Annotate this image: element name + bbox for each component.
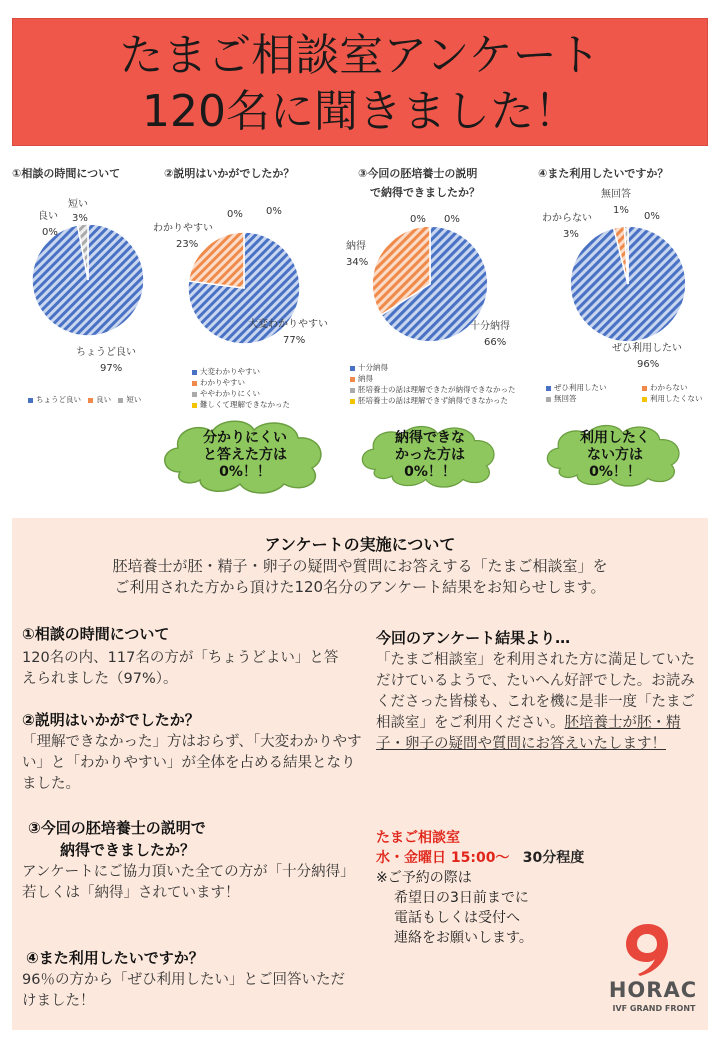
note-line: 希望日の3日前までに [394, 890, 529, 906]
chart2-legend [192, 366, 290, 410]
cloud-text-2: 納得できな かった方は 0%！！ [395, 430, 465, 480]
legend-item: 胚培養士の話は理解できず納得できなかった [350, 395, 516, 406]
legend-item: 良い [88, 395, 111, 404]
result-body: 「たまご相談室」を利用された方に満足していただけているようで、たいへん好評でした。お読みくださった皆様も、これを機に是非一度「たまご相談室」をご利用ください。胚培養士が胚・精子・卵子の疑問や質問にお答えいたします！ [376, 652, 695, 752]
legend-item: 納得 [350, 373, 516, 384]
legend-item: 胚培養士の話は理解できたが納得できなかった [350, 384, 516, 395]
chart4-label-yes: ぜひ利用したい [612, 343, 682, 354]
legend-item: 短い [118, 395, 141, 404]
chart1-value-good: 0% [42, 227, 58, 238]
schedule-name: たまご相談室 [376, 830, 460, 846]
schedule-duration: 30分程度 [522, 850, 585, 866]
chart2-label-very: 大変わかりやすい [248, 319, 328, 330]
chart2-value-difficult: 0% [266, 206, 282, 217]
legend-item: ぜひ利用したい わからない [546, 382, 716, 393]
result-underline: 胚培養士が胚・精子・卵子の疑問や質問にお答えいたします！ [376, 715, 681, 752]
section4-body: 96％の方から「ぜひ利用したい」とご回答いただけました！ [22, 972, 345, 1009]
chart2-label-easy: わかりやすい [153, 223, 213, 234]
info-panel [12, 518, 708, 1030]
chart1-label-good: 良い [38, 211, 58, 222]
cloud-text-3: 利用したく ない方は 0%！！ [580, 430, 650, 480]
page-title-line1: たまご相談室アンケート [119, 30, 601, 81]
cloud-text-1: 分かりにくい と答えた方は 0%！！ [203, 430, 287, 480]
chart2-title: ②説明はいかがでしたか？ [164, 167, 295, 180]
chart3-label-full: 十分納得 [470, 321, 510, 332]
chart3-value-ok: 34% [346, 257, 369, 268]
chart4-label-unknown: わからない [542, 213, 592, 224]
chart4-label-noans: 無回答 [601, 189, 631, 200]
legend-item: わかりやすい [192, 377, 290, 388]
horac-logo-icon [618, 918, 678, 978]
chart3-value-a: 0% [410, 214, 426, 225]
logo-sub: IVF GRAND FRONT [612, 1004, 696, 1013]
chart4-pie [566, 222, 690, 346]
schedule [376, 828, 584, 948]
chart1-value-short: 3% [72, 213, 88, 224]
chart3-title-line2: で納得できましたか？ [370, 186, 480, 199]
legend-item: 大変わかりやすい [192, 366, 290, 377]
chart4-value-no: 0% [644, 211, 660, 222]
note-line: 電話もしくは受付へ [394, 910, 520, 926]
note-line: ※ご予約の際は [376, 870, 472, 886]
chart4-value-yes: 96% [637, 359, 660, 370]
info-intro: 胚培養士が胚・精子・卵子の疑問や質問にお答えする「たまご相談室」を ご利用された方から頂けた120名分のアンケート結果をお知らせします。 [112, 557, 608, 596]
chart4-value-noans: 1% [613, 205, 629, 216]
section3-body: アンケートにご協力頂いた全ての方が「十分納得」若しくは「納得」されています！ [22, 864, 348, 901]
chart3-title-line1: ③今回の胚培養士の説明 [358, 167, 478, 180]
legend-item: 無回答 利用したくない [546, 393, 716, 404]
logo-name: HORAC [608, 978, 698, 1002]
chart2-value-very: 77% [283, 335, 306, 346]
legend-item: ちょうど良い [28, 395, 81, 404]
chart1-label-short: 短い [68, 199, 88, 210]
result-heading: 今回のアンケート結果より… [376, 629, 571, 647]
chart1-value-just: 97% [100, 363, 123, 374]
chart1-legend [28, 394, 141, 405]
schedule-days: 水・金曜日 15:00～ [376, 850, 510, 866]
chart1-label-just: ちょうど良い [76, 347, 136, 358]
section2-body: 「理解できなかった」方はおらず、「大変わかりやすい」と「わかりやすい」が全体を占める結果となりました。 [22, 734, 362, 792]
chart1-title: ①相談の時間について [12, 167, 121, 180]
note-line: 連絡をお願いします。 [394, 930, 533, 946]
legend-item: 十分納得 [350, 362, 516, 373]
chart2-value-hard: 0% [227, 209, 243, 220]
chart3-label-ok: 納得 [346, 241, 366, 252]
section3-heading-line2: 納得できましたか？ [60, 841, 196, 859]
chart3-legend [350, 362, 516, 406]
page-title-line2: 120名に聞きました！ [142, 86, 578, 137]
legend-item: ややわかりにくい [192, 388, 290, 399]
chart4-legend [546, 382, 716, 404]
section3-heading-line1: ③今回の胚培養士の説明で [28, 819, 206, 837]
section2-heading: ②説明はいかがでしたか？ [22, 711, 200, 729]
section1-body: 120名の内、117名の方が「ちょうどよい」と答えられました（97%）。 [22, 650, 339, 687]
chart4-title: ④また利用したいですか？ [538, 167, 669, 180]
header-banner [12, 18, 708, 146]
info-title: アンケートの実施について [264, 535, 456, 554]
chart3-value-b: 0% [444, 214, 460, 225]
chart2-value-easy: 23% [176, 239, 199, 250]
section1-heading: ①相談の時間について [22, 625, 170, 643]
section4-heading: ④また利用したいですか？ [26, 949, 204, 967]
chart4-value-unknown: 3% [563, 229, 579, 240]
chart3-value-full: 66% [484, 337, 507, 348]
legend-item: 難しくて理解できなかった [192, 399, 290, 410]
